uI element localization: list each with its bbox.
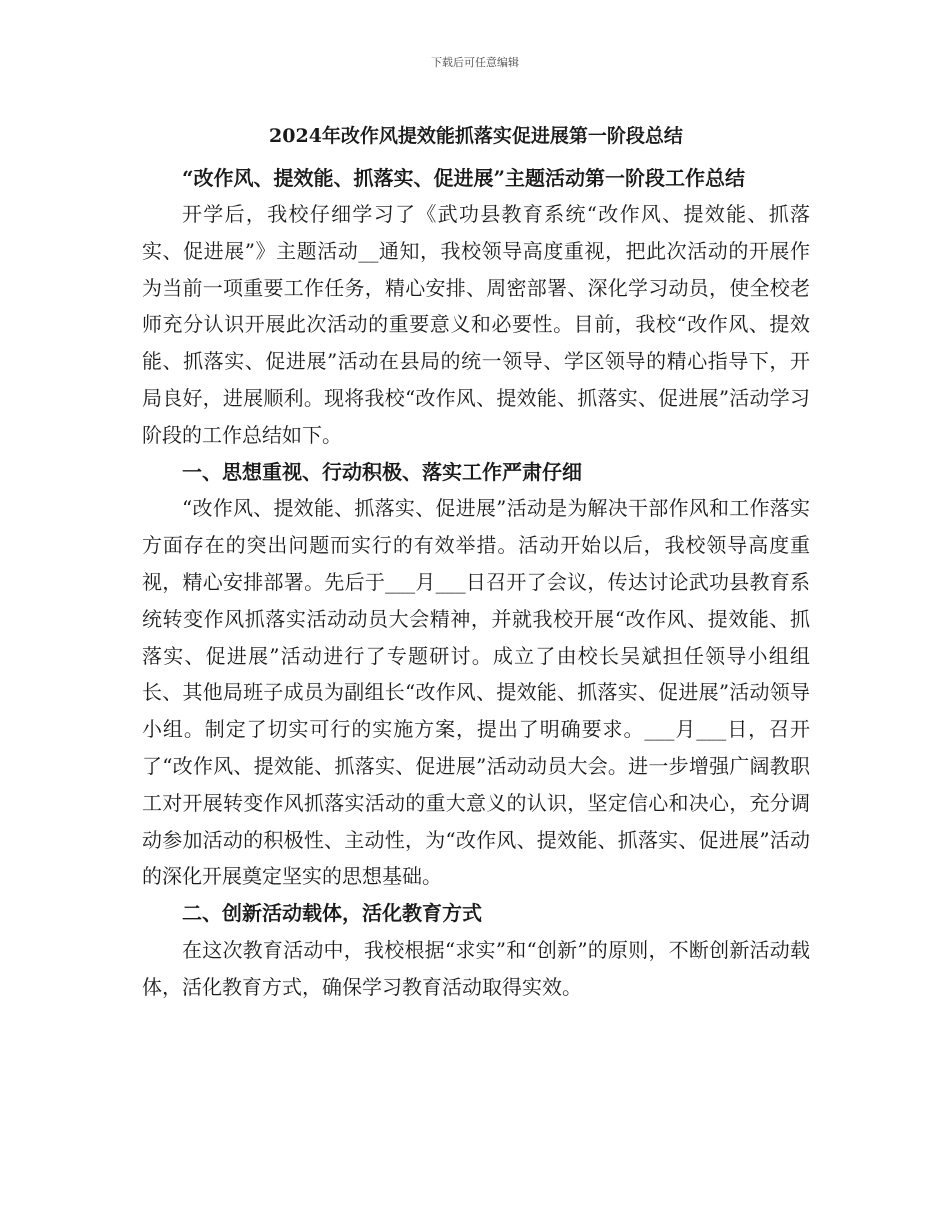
section-heading-1: 一、思想重视、行动积极、落实工作严肃仔细	[182, 459, 582, 484]
section-heading-2: 二、创新活动载体，活化教育方式	[182, 901, 482, 926]
header-note: 下载后可任意编辑	[431, 56, 519, 69]
document-title: 2024年改作风提效能抓落实促进展第一阶段总结	[269, 125, 683, 147]
paragraph-section-1: “改作风、提效能、抓落实、促进展”活动是为解决干部作风和工作落实方面存在的突出问题而实行的有效举措。活动开始以后，我校领导高度重视，精心安排部署。先后于___月___日召开了会议，传达讨论武功县教育系统转变作风抓落实活动动员大会精神，并就我校开展“改作风、提效能、抓落实、促进展”活动进行了专题研讨。成立了由校长吴斌担任领导小组组长、其他局班子成员为副组长“改作风、提效能、抓落实、促进展”活动领导小组。制定了切实可行的实施方案，提出了明确要求。___月___日，召开了“改作风、提效能、抓落实、促进展”活动动员大会。进一步增强广阔教职工对开展转变作风抓落实活动的重大意义的认识，坚定信心和决心，充分调动参加活动的积极性、主动性，为“改作风、提效能、抓落实、促进展”活动的深化开展奠定坚实的思想基础。	[142, 496, 810, 889]
document-body	[142, 118, 810, 1006]
document-subtitle: “改作风、提效能、抓落实、促进展”主题活动第一阶段工作总结	[182, 166, 746, 190]
paragraph-section-2: 在这次教育活动中，我校根据“求实”和“创新”的原则，不断创新活动载体，活化教育方式，确保学习教育活动取得实效。	[142, 937, 810, 999]
paragraph-intro: 开学后，我校仔细学习了《武功县教育系统“改作风、提效能、抓落实、促进展”》主题活动__通知，我校领导高度重视，把此次活动的开展作为当前一项重要工作任务，精心安排、周密部署、深化学习动员，使全校老师充分认识开展此次活动的重要意义和必要性。目前，我校“改作风、提效能、抓落实、促进展”活动在县局的统一领导、学区领导的精心指导下，开局良好，进展顺利。现将我校“改作风、提效能、抓落实、促进展”活动学习阶段的工作总结如下。	[142, 202, 810, 447]
